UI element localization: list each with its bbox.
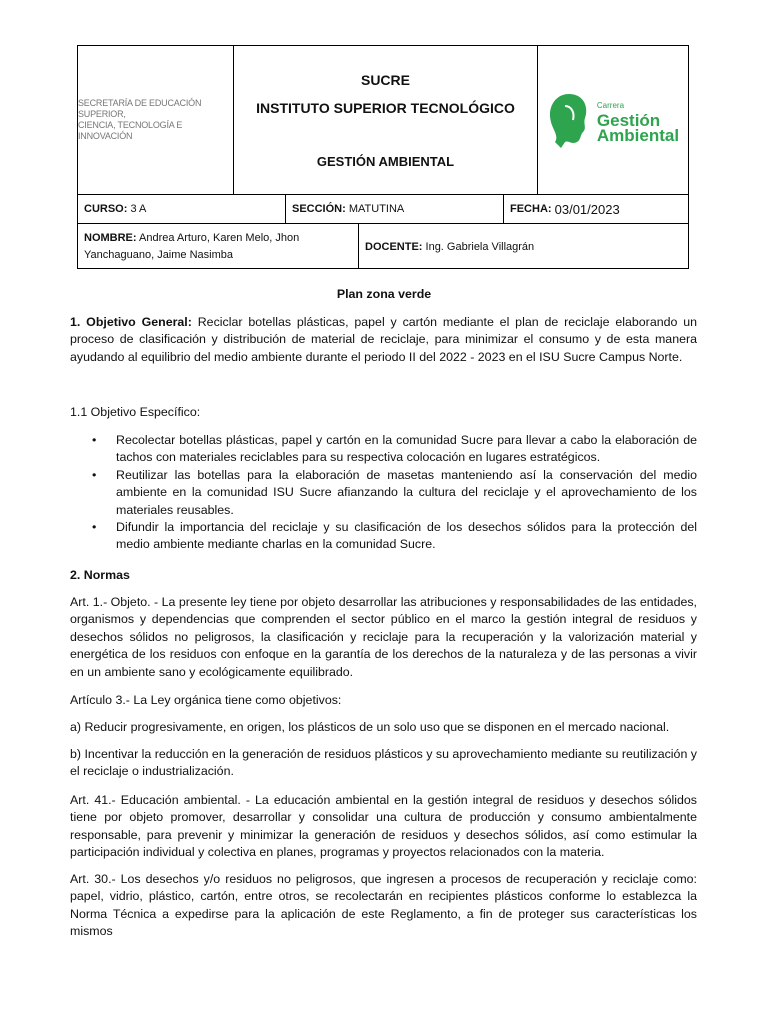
program-name: GESTIÓN AMBIENTAL xyxy=(316,154,455,169)
gestion-ambiental-logo xyxy=(538,46,688,195)
article-3-a: a) Reducir progresivamente, en origen, los plásticos de un solo uso que se disponen en el mercado nacional. xyxy=(70,720,670,734)
docente-label: DOCENTE: xyxy=(365,240,423,253)
secretaria-logo-line-1: SECRETARÍA DE EDUCACIÓN SUPERIOR, xyxy=(78,98,202,119)
institution-name: INSTITUTO SUPERIOR TECNOLÓGICO xyxy=(256,100,515,116)
objetivo-general xyxy=(70,314,697,366)
normas-heading: 2. Normas xyxy=(70,568,130,582)
objetivo-general-label: 1. Objetivo General: xyxy=(70,315,192,329)
logo-line-1: Gestión xyxy=(596,110,661,130)
logo-line-2: Ambiental xyxy=(596,125,680,145)
institution-block xyxy=(234,46,538,195)
fecha-label: FECHA: xyxy=(510,203,552,215)
curso-cell xyxy=(78,195,286,224)
article-3: Artículo 3.- La Ley orgánica tiene como objetivos: xyxy=(70,693,342,707)
objetivo-especifico-label: 1.1 Objetivo Específico: xyxy=(70,405,201,419)
institution-city: SUCRE xyxy=(360,72,410,88)
list-item: • Difundir la importancia del reciclaje y su clasificación de los desechos sólidos para la protección del medio ambiente mediante charlas en la comunidad Sucre. xyxy=(70,519,697,554)
docente-value: Ing. Gabriela Villagrán xyxy=(425,240,535,253)
objetivo-general-text: Reciclar botellas plásticas, papel y cartón mediante el plan de reciclaje elaborando un proceso de clasificación y distribución de material de reciclaje, para minimizar el consumo y de esta manera ayudando al equilibrio del medio ambiente durante el periodo II del 2022 - 2023 en el ISU Sucre Campus Norte. xyxy=(70,315,698,364)
header-table xyxy=(77,45,689,269)
nombre-value-2: Yanchaguano, Jaime Nasimba xyxy=(84,248,233,261)
seccion-value: MATUTINA xyxy=(348,203,405,215)
objetivo-especifico-list xyxy=(70,432,697,554)
fecha-value: 03/01/2023 xyxy=(554,201,620,217)
nombre-cell xyxy=(78,224,359,269)
article-41: Art. 41.- Educación ambiental. - La educación ambiental en la gestión integral de residuos y desechos sólidos tiene por objeto promover, desarrollar y consolidar una cultura de producción y consumo ambientalmente responsable, para prevenir y minimizar la generación de residuos y desechos sólidos, así como estimular la participación individual y colectiva en planes, programas y proyectos relacionados con la materia. xyxy=(70,793,697,860)
article-30: Art. 30.- Los desechos y/o residuos no peligrosos, que ingresen a procesos de recuperación y reciclaje como: papel, vidrio, plástico, cartón, entre otros, se recolectarán en recipientes plásticos conforme lo establezca la Norma Técnica a expedirse para la aplicación de este Reglamento, a fin de proteger sus características los mismos xyxy=(70,872,697,939)
nombre-label: NOMBRE: xyxy=(84,231,137,244)
docente-cell xyxy=(359,224,688,269)
document-title: Plan zona verde xyxy=(336,287,432,301)
article-1: Art. 1.- Objeto. - La presente ley tiene por objeto desarrollar las atribuciones y responsabilidades de las entidades, organismos y dependencias que comprenden el sector público en el marco la gestión integral de residuos y desechos sólidos no peligrosos, la clasificación y reciclaje para la recuperación y la valorización material y energética de los residuos con enfoque en la garantía de los derechos de la naturaleza y de las personas a vivir en un ambiente sano y ecológicamente equilibrado. xyxy=(70,595,697,679)
secretaria-logo-line-2: CIENCIA, TECNOLOGÍA E INNOVACIÓN xyxy=(78,120,183,141)
seccion-cell xyxy=(286,195,504,224)
list-item: • Recolectar botellas plásticas, papel y cartón en la comunidad Sucre para llevar a cabo la elaboración de tachos con materiales reciclables para su respectiva colocación en lugares estratégicos. xyxy=(70,432,697,467)
seccion-label: SECCIÓN: xyxy=(292,203,346,215)
nombre-value-1: Andrea Arturo, Karen Melo, Jhon xyxy=(139,231,300,244)
article-3-b: b) Incentivar la reducción en la generación de residuos plásticos y su aprovechamiento mediante su reutilización y el reciclaje o industrialización. xyxy=(70,747,697,779)
logo-small-text: Carrera xyxy=(596,100,625,110)
curso-value: 3 A xyxy=(130,203,147,215)
list-item: • Reutilizar las botellas para la elaboración de masetas manteniendo así la conservación del medio ambiente en la comunidad ISU Sucre afianzando la cultura del reciclaje y el aprovechamiento de los materiales reusables. xyxy=(70,467,697,519)
secretaria-logo xyxy=(78,46,234,195)
leaf-head-icon xyxy=(547,92,591,148)
curso-label: CURSO: xyxy=(84,203,128,215)
fecha-cell xyxy=(504,195,688,224)
